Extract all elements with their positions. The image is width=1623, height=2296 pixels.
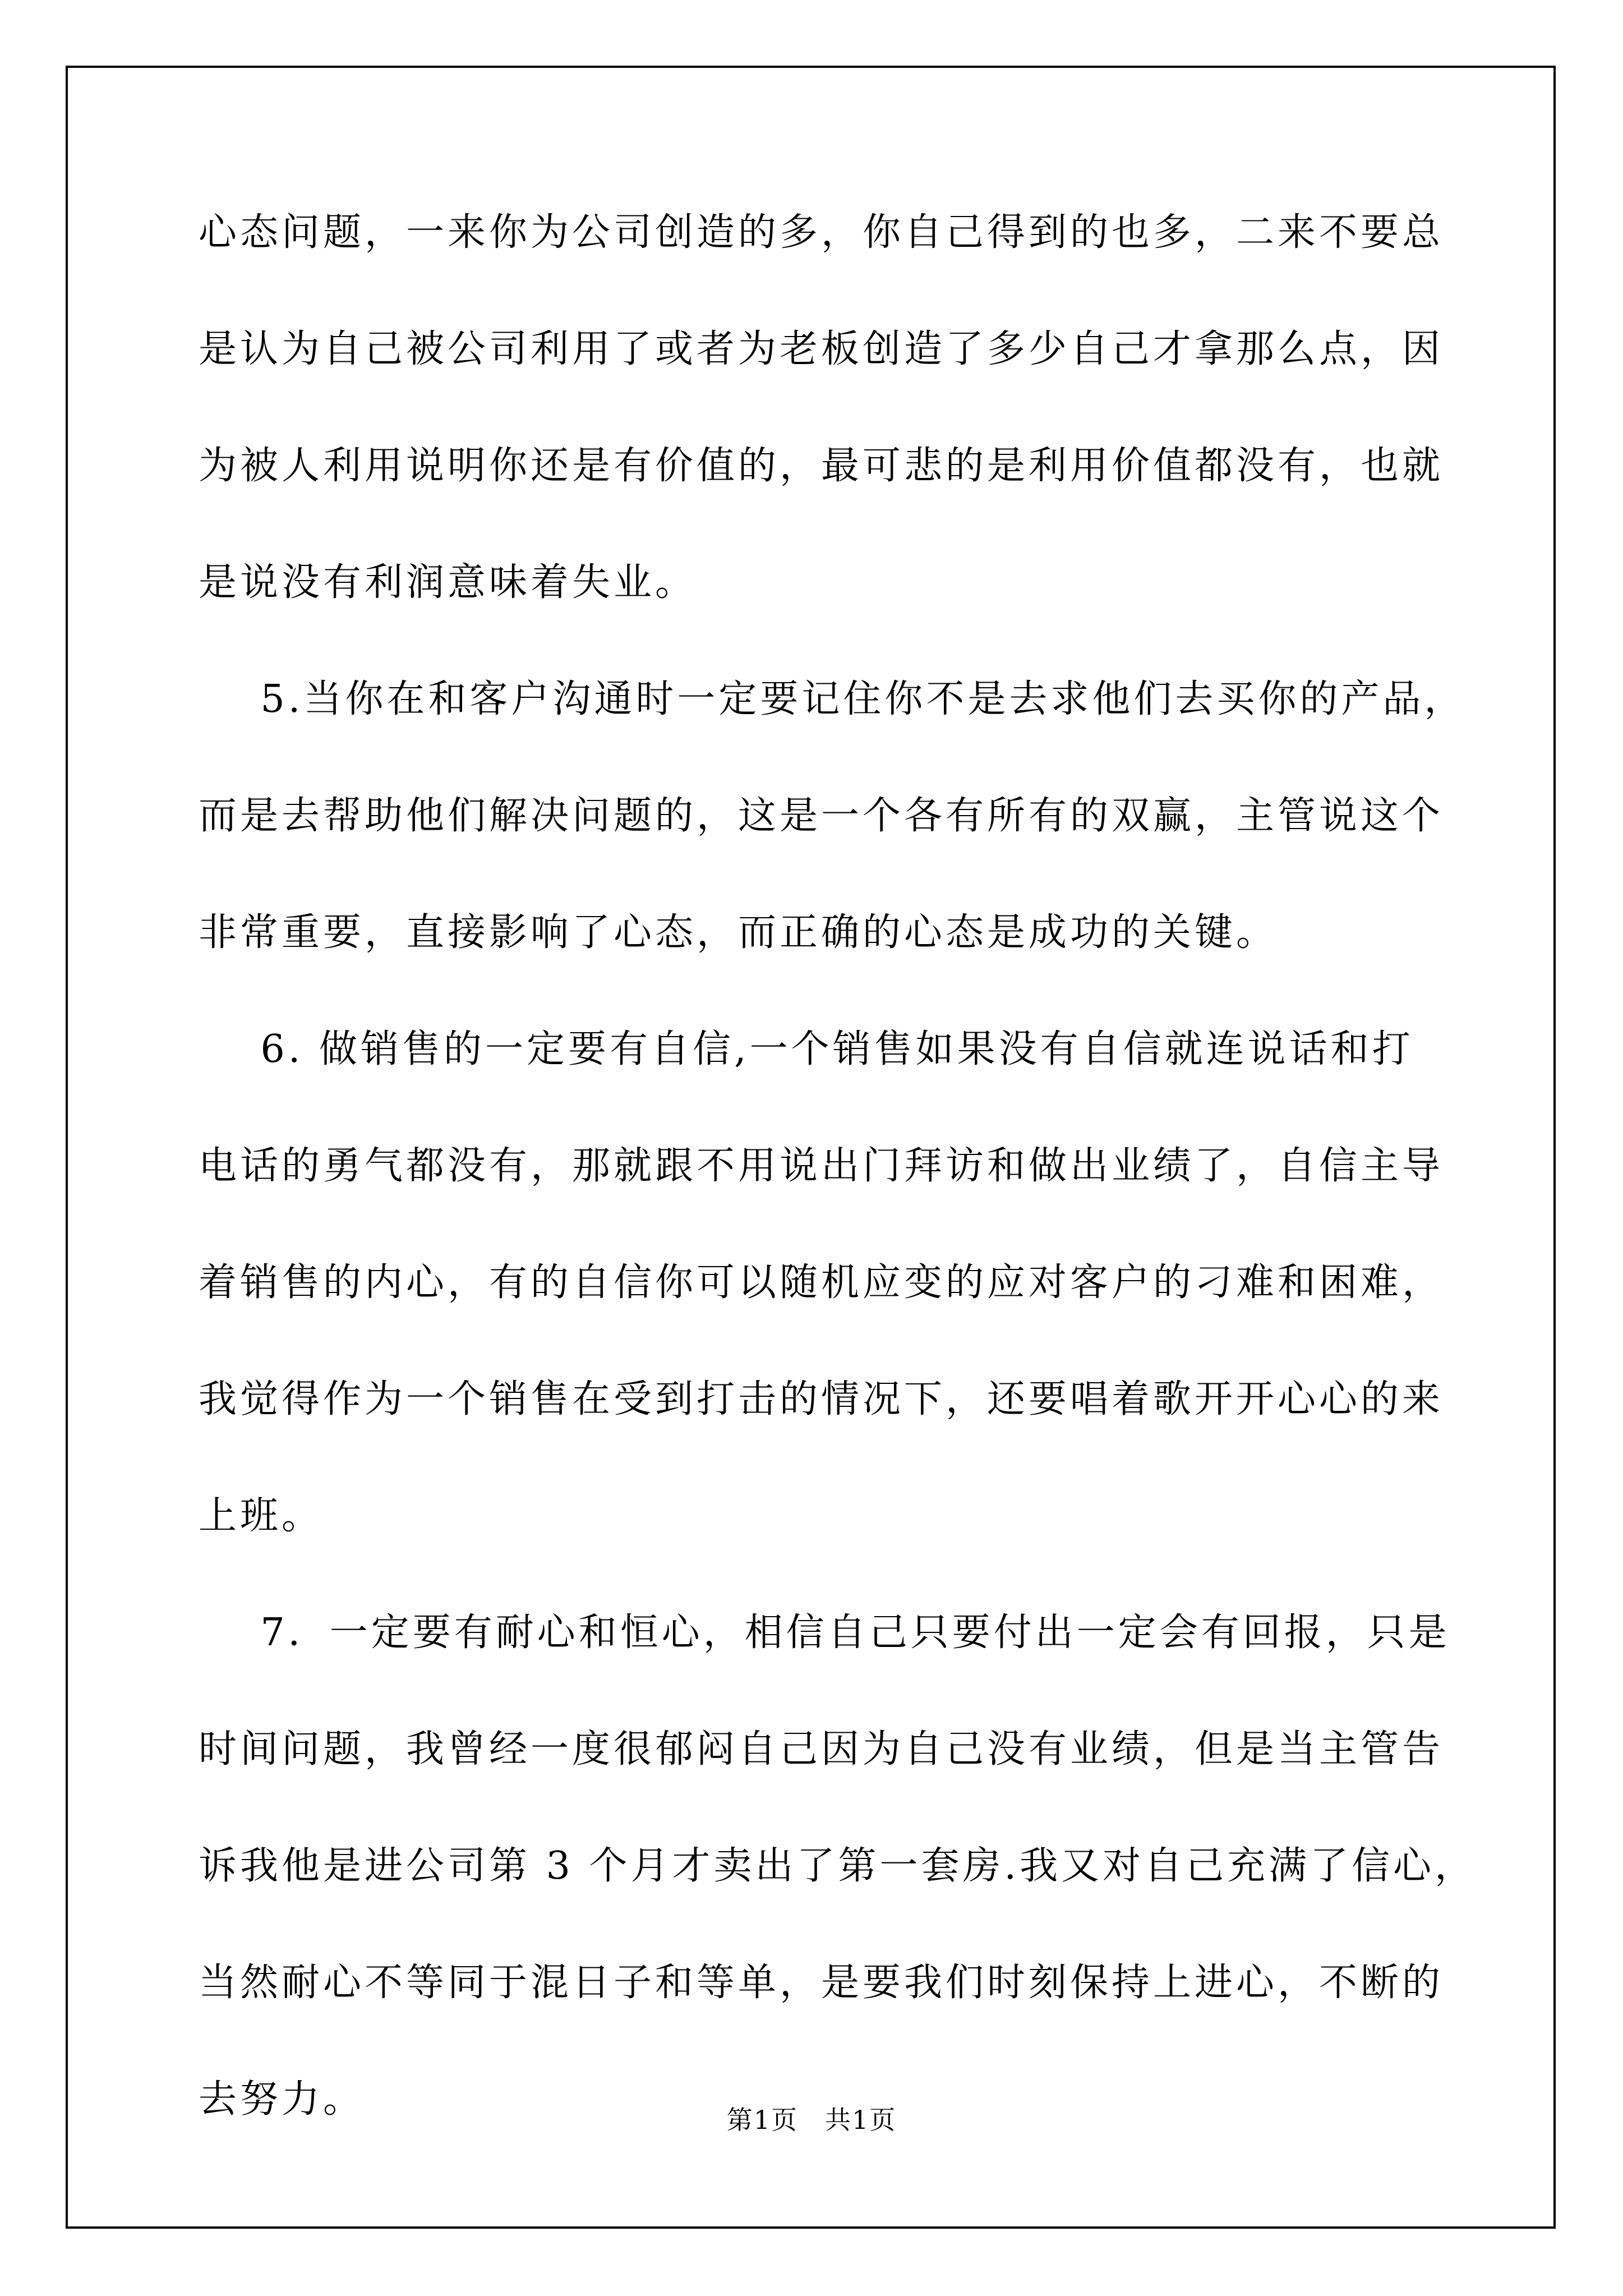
- page-number-footer: 第1页 共1页: [726, 2105, 897, 2135]
- text-line: 上班。: [199, 1494, 324, 1538]
- text-line: 我觉得作为一个销售在受到打击的情况下，还要唱着歌开开心心的来: [199, 1377, 1444, 1421]
- text-line: 诉我他是进公司第 3 个月才卖出了第一套房.我又对自己充满了信心，: [199, 1844, 1477, 1888]
- text-line: 为被人利用说明你还是有价值的，最可悲的是利用价值都没有，也就: [199, 444, 1444, 488]
- text-line: 去努力。: [199, 2077, 365, 2122]
- text-line: 6. 做销售的一定要有自信,一个销售如果没有自信就连说话和打: [199, 1027, 1414, 1071]
- text-line: 而是去帮助他们解决问题的，这是一个各有所有的双赢，主管说这个: [199, 794, 1444, 838]
- document-body: [199, 210, 1477, 2197]
- text-line: 电话的勇气都没有，那就跟不用说出门拜访和做出业绩了，自信主导: [199, 1144, 1444, 1188]
- text-line: 非常重要，直接影响了心态，而正确的心态是成功的关键。: [199, 910, 1278, 955]
- text-line: 心态问题，一来你为公司创造的多，你自己得到的也多，二来不要总: [199, 210, 1444, 255]
- text-line: 是认为自己被公司利用了或者为老板创造了多少自己才拿那么点，因: [199, 327, 1444, 371]
- text-line: 当然耐心不等同于混日子和等单，是要我们时刻保持上进心，不断的: [199, 1961, 1444, 2005]
- text-line: 7．一定要有耐心和恒心，相信自己只要付出一定会有回报，只是: [199, 1611, 1450, 1655]
- text-line: 是说没有利润意味着失业。: [199, 560, 697, 605]
- text-line: 5.当你在和客户沟通时一定要记住你不是去求他们去买你的产品，: [199, 677, 1466, 721]
- text-line: 着销售的内心，有的自信你可以随机应变的应对客户的刁难和困难，: [199, 1260, 1444, 1305]
- text-line: 时间问题，我曾经一度很郁闷自己因为自己没有业绩，但是当主管告: [199, 1727, 1444, 1772]
